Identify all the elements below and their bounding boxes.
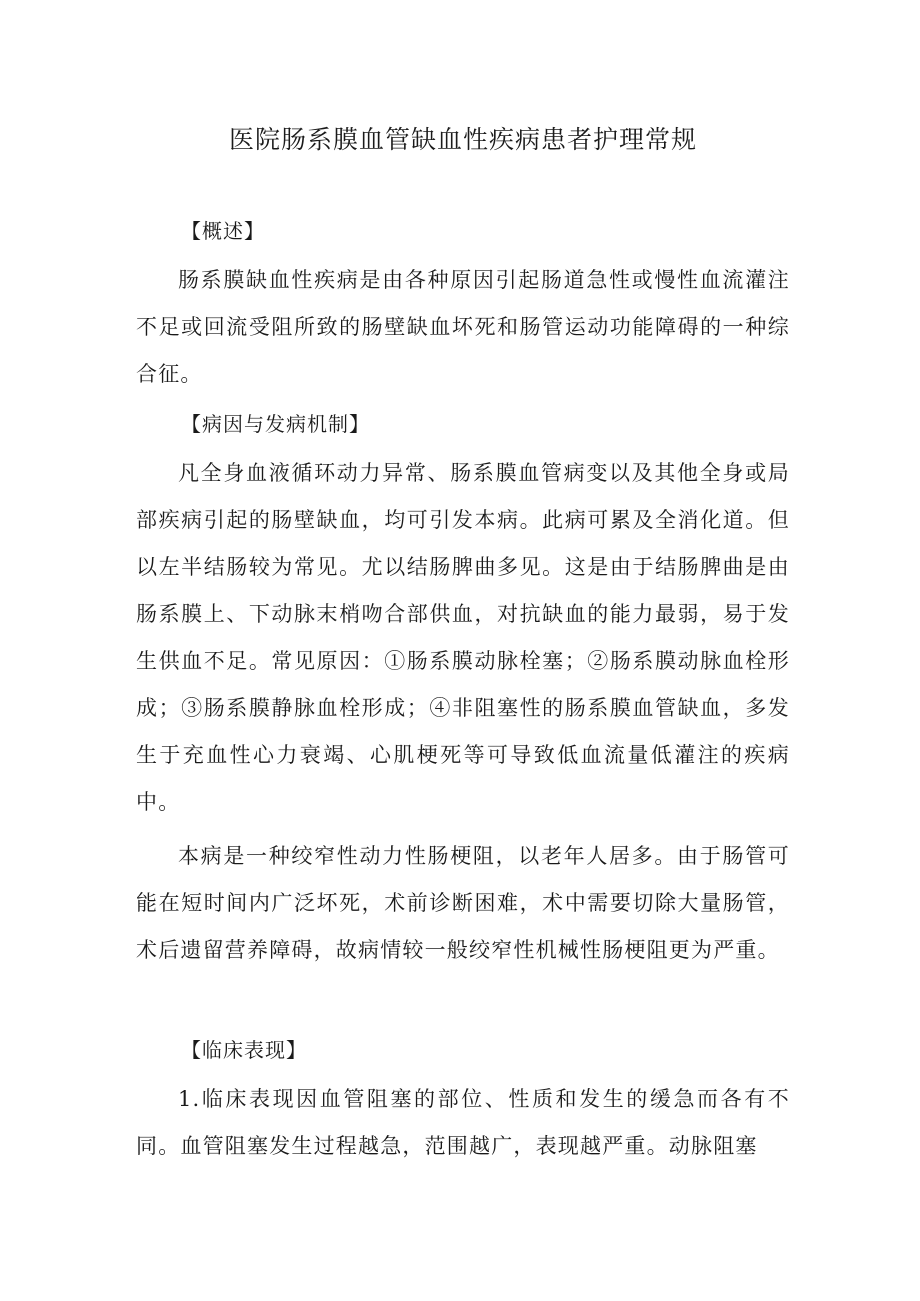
section-heading-overview: 【概述】 [181, 219, 265, 243]
paragraph-clinical-1: 1.临床表现因血管阻塞的部位、性质和发生的缓急而各有不同。血管阻塞发生过程越急，范围越广，表现越严重。动脉阻塞 [136, 1087, 790, 1158]
section-heading-clinical: 【临床表现】 [181, 1038, 307, 1062]
paragraph-overview: 肠系膜缺血性疾病是由各种原因引起肠道急性或慢性血流灌注不足或回流受阻所致的肠壁缺血坏死和肠管运动功能障碍的一种综合征。 [136, 268, 790, 386]
paragraph-etiology-1: 凡全身血液循环动力异常、肠系膜血管病变以及其他全身或局部疾病引起的肠壁缺血，均可引发本病。此病可累及全消化道。但以左半结肠较为常见。尤以结肠脾曲多见。这是由于结肠脾曲是由肠系膜上、下动脉末梢吻合部供血，对抗缺血的能力最弱，易于发生供血不足。常见原因：①肠系膜动脉栓塞；②肠系膜动脉血栓形成；③肠系膜静脉血栓形成；④非阻塞性的肠系膜血管缺血，多发生于充血性心力衰竭、心肌梗死等可导致低血流量低灌注的疾病中。 [136, 461, 790, 814]
section-heading-etiology: 【病因与发病机制】 [181, 412, 370, 436]
paragraph-etiology-2: 本病是一种绞窄性动力性肠梗阻，以老年人居多。由于肠管可能在短时间内广泛坏死，术前诊断困难，术中需要切除大量肠管，术后遗留营养障碍，故病情较一般绞窄性机械性肠梗阻更为严重。 [136, 844, 790, 962]
document-title: 医院肠系膜血管缺血性疾病患者护理常规 [228, 125, 697, 154]
